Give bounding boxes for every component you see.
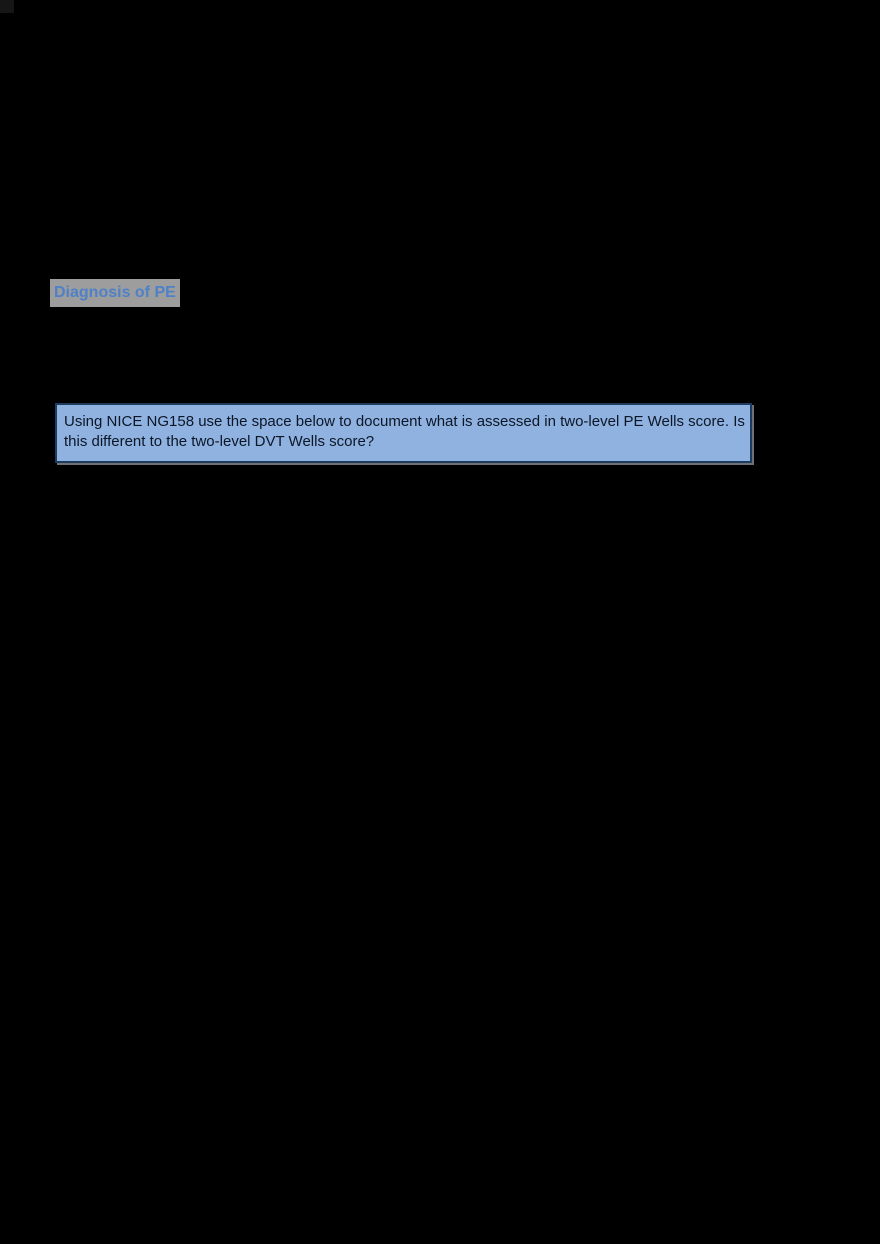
question-text-line-2: this different to the two-level DVT Wells score?: [64, 433, 375, 450]
corner-artifact: [0, 0, 14, 13]
question-text-line-1: Using NICE NG158 use the space below to document what is assessed in two-level PE Wells score. Is: [64, 413, 745, 430]
question-textbox[interactable]: [55, 403, 752, 463]
section-heading: Diagnosis of PE: [50, 279, 180, 307]
